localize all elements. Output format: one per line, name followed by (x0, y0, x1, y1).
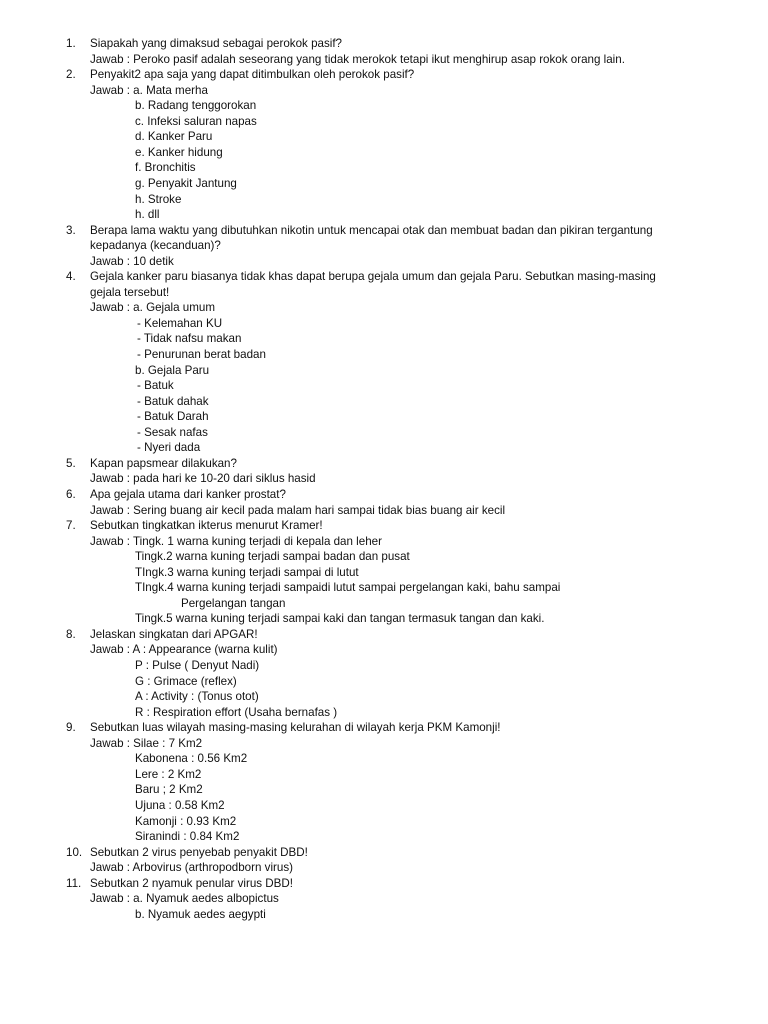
question-line-text: Apa gejala utama dari kanker prostat? (90, 487, 286, 501)
answer-line-text: Jawab : a. Nyamuk aedes albopictus (90, 892, 279, 906)
answer-line-text: Jawab : Peroko pasif adalah seseorang yang tidak merokok tetapi ikut menghirup asap rokok orang lain. (90, 52, 625, 66)
answer-line-text: Jawab : pada hari ke 10-20 dari siklus hasid (90, 472, 316, 486)
answer-line (0, 83, 768, 98)
question-number: 1. (66, 37, 76, 50)
answer-line-text: R : Respiration effort (Usaha bernafas ) (135, 705, 338, 719)
answer-line (0, 580, 768, 595)
answer-line (0, 829, 768, 844)
question-number: 6. (66, 487, 76, 501)
answer-line (0, 331, 768, 346)
answer-line (0, 891, 768, 906)
answer-line (0, 782, 768, 797)
answer-line-text: f. Bronchitis (135, 161, 196, 175)
answer-line (0, 471, 768, 486)
answer-line-text: - Batuk dahak (137, 394, 209, 408)
answer-line-text: Jawab : a. Gejala umum (90, 301, 216, 315)
question-line-text: Sebutkan 2 nyamuk penular virus DBD! (90, 876, 293, 890)
question-line (0, 845, 768, 860)
answer-line-text: Pergelangan tangan (181, 596, 286, 610)
answer-line (0, 814, 768, 829)
answer-line-text: Lere : 2 Km2 (135, 767, 202, 781)
question-line (0, 487, 768, 502)
answer-line (0, 503, 768, 518)
answer-line (0, 192, 768, 207)
question-number: 9. (66, 721, 76, 735)
answer-line-text: - Sesak nafas (137, 425, 208, 439)
question-line (0, 285, 768, 300)
question-number: 4. (66, 270, 76, 284)
question-number: 5. (66, 456, 76, 470)
question-number: 11. (66, 876, 82, 890)
answer-line-text: - Nyeri dada (137, 441, 201, 455)
question-line (0, 518, 768, 533)
answer-line-text: Kamonji : 0.93 Km2 (135, 814, 237, 828)
answer-line-text: Tingk.2 warna kuning terjadi sampai badan dan pusat (135, 550, 410, 564)
question-number: 10. (66, 845, 83, 859)
answer-line (0, 596, 768, 611)
answer-line (0, 565, 768, 580)
answer-line (0, 611, 768, 626)
question-line (0, 238, 768, 253)
answer-line-text: b. Radang tenggorokan (135, 99, 257, 113)
question-line-text: Penyakit2 apa saja yang dapat ditimbulkan oleh perokok pasif? (90, 68, 415, 82)
answer-line-text: - Batuk Darah (137, 410, 209, 424)
question-line-text: gejala tersebut! (90, 285, 170, 299)
question-line-text: Kapan papsmear dilakukan? (90, 456, 237, 470)
question-line (0, 456, 768, 471)
answer-line (0, 394, 768, 409)
answer-line-text: G : Grimace (reflex) (135, 674, 237, 688)
question-line-text: kepadanya (kecanduan)? (90, 239, 221, 253)
answer-line (0, 316, 768, 331)
answer-line-text: Kabonena : 0.56 Km2 (135, 752, 248, 766)
answer-line (0, 160, 768, 175)
answer-line (0, 705, 768, 720)
question-line-text: Sebutkan tingkatkan ikterus menurut Kramer! (90, 519, 323, 533)
answer-line-text: - Batuk (137, 379, 174, 393)
question-line (0, 627, 768, 642)
answer-line-text: - Penurunan berat badan (137, 348, 266, 361)
answer-line (0, 736, 768, 751)
answer-line-text: Jawab : 10 detik (90, 254, 174, 268)
answer-line (0, 176, 768, 191)
answer-line (0, 751, 768, 766)
answer-line (0, 254, 768, 269)
answer-line-text: d. Kanker Paru (135, 130, 213, 144)
answer-line (0, 767, 768, 782)
answer-line-text: - Tidak nafsu makan (137, 332, 242, 346)
answer-line-text: Jawab : A : Appearance (warna kulit) (90, 643, 278, 657)
answer-line (0, 658, 768, 673)
answer-line (0, 425, 768, 440)
answer-line (0, 378, 768, 393)
answer-line-text: Baru ; 2 Km2 (135, 783, 203, 797)
answer-line (0, 98, 768, 113)
answer-line (0, 642, 768, 657)
answer-line (0, 145, 768, 160)
question-line-text: Gejala kanker paru biasanya tidak khas dapat berupa gejala umum dan gejala Paru. Sebutkan masing-masing (90, 270, 656, 284)
answer-line (0, 363, 768, 378)
answer-line (0, 798, 768, 813)
answer-line-text: TIngk.3 warna kuning terjadi sampai di lutut (135, 565, 359, 579)
question-line-text: Berapa lama waktu yang dibutuhkan nikotin untuk mencapai otak dan membuat badan dan pikiran tergantung (90, 223, 653, 237)
answer-line (0, 129, 768, 144)
answer-line-text: Jawab : Arbovirus (arthropodborn virus) (90, 861, 293, 875)
answer-line-text: P : Pulse ( Denyut Nadi) (135, 659, 260, 672)
answer-line (0, 860, 768, 875)
answer-line-text: Jawab : a. Mata merha (90, 83, 208, 97)
answer-line (0, 674, 768, 689)
answer-line-text: g. Penyakit Jantung (135, 176, 237, 190)
question-line-text: Siapakah yang dimaksud sebagai perokok pasif? (90, 37, 343, 50)
answer-line-text: A : Activity : (Tonus otot) (135, 690, 259, 704)
question-number: 2. (66, 68, 76, 82)
question-line (0, 36, 768, 51)
question-line (0, 876, 768, 891)
answer-line-text: c. Infeksi saluran napas (135, 114, 257, 128)
answer-line (0, 347, 768, 362)
answer-line (0, 549, 768, 564)
question-number: 8. (66, 627, 76, 641)
answer-line-text: Jawab : Sering buang air kecil pada malam hari sampai tidak bias buang air kecil (90, 503, 506, 517)
answer-line-text: h. Stroke (135, 192, 182, 206)
question-line (0, 269, 768, 284)
answer-line (0, 114, 768, 129)
answer-line (0, 300, 768, 315)
answer-line (0, 440, 768, 455)
question-line-text: Sebutkan 2 virus penyebab penyakit DBD! (90, 845, 308, 859)
answer-line-text: e. Kanker hidung (135, 145, 223, 159)
answer-line-text: Jawab : Silae : 7 Km2 (90, 736, 203, 750)
answer-line-text: Ujuna : 0.58 Km2 (135, 798, 225, 812)
question-line-text: Jelaskan singkatan dari APGAR! (90, 627, 258, 641)
question-number: 3. (66, 223, 76, 237)
answer-line (0, 534, 768, 549)
answer-line-text: Jawab : Tingk. 1 warna kuning terjadi di kepala dan leher (90, 534, 382, 548)
answer-line (0, 689, 768, 704)
answer-line-text: Siranindi : 0.84 Km2 (135, 830, 240, 844)
answer-line-text: h. dll (135, 208, 160, 222)
question-line (0, 67, 768, 82)
question-line (0, 223, 768, 238)
answer-line (0, 907, 768, 922)
answer-line (0, 409, 768, 424)
answer-line-text: b. Nyamuk aedes aegypti (135, 907, 266, 921)
answer-line-text: TIngk.4 warna kuning terjadi sampaidi lutut sampai pergelangan kaki, bahu sampai (135, 581, 561, 595)
answer-line (0, 52, 768, 67)
question-line-text: Sebutkan luas wilayah masing-masing kelurahan di wilayah kerja PKM Kamonji! (90, 721, 501, 735)
answer-line-text: b. Gejala Paru (135, 363, 210, 377)
question-number: 7. (66, 519, 76, 533)
question-line (0, 720, 768, 735)
answer-line-text: - Kelemahan KU (137, 316, 223, 330)
answer-line (0, 207, 768, 222)
answer-line-text: Tingk.5 warna kuning terjadi sampai kaki dan tangan termasuk tangan dan kaki. (135, 612, 545, 626)
